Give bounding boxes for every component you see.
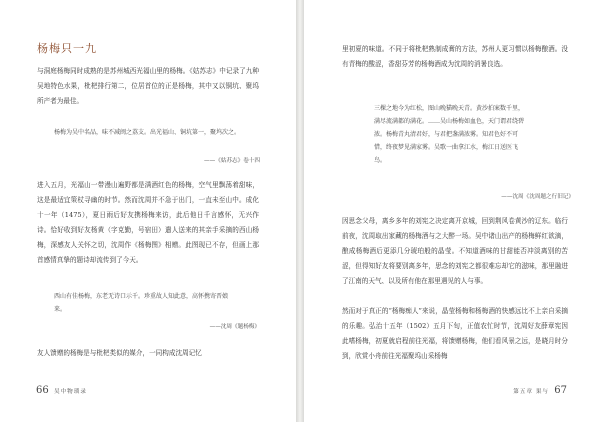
left-quote-1: 杨梅为吴中名品，味不减闽之荔支。出光福山、铜坑第一，聚坞次之。 (54, 129, 241, 136)
left-quote-1-source: ——《姑苏志》卷十四 (204, 158, 260, 164)
right-running-head: 第五章 果与 (513, 389, 550, 395)
left-folio (33, 385, 87, 396)
left-page (0, 0, 296, 422)
left-paragraph-3: 友人馈赠的杨梅是与枇杷类似的媒介，一同构成沈周记忆 (37, 349, 202, 357)
left-quote-2-source: ——沈周《题杨梅》 (209, 324, 260, 330)
right-paragraph-1: 里初夏的味道。不同于将枇杷熟制成膏的方法，苏州人更习惯以杨梅酿酒。没有青梅的酸涩，香甜芬芳的杨梅酒成为沈周的消暑良选。 (342, 45, 568, 68)
left-paragraph-1: 与洞庭杨梅同时成熟的是苏州城西光福山里的杨梅。《姑苏志》中记录了九种吴地特色水果，枇杷排行第二，位居首位的正是杨梅，其中又以铜坑、聚坞所产者为最佳。 (37, 67, 259, 105)
left-quote-2: 西山有佳杨梅，东老无诗口示千。珍重故人知此意，高怀携寄晋娘来。 (54, 293, 229, 313)
right-page-number: 67 (554, 385, 567, 396)
left-running-head: 吴中物琐录 (53, 389, 87, 395)
right-poem-source: ——沈周《沈周题之行旧记》 (501, 194, 574, 200)
right-poem: 三棵之地今为红松，图山晚猫晚天青。黄沙拍案数千里，满尽流满都的满花。……吴山杨梅如血色，天门谓君绕碧浓。杨梅青丸清君好，与君把盏满浓雾。知君色好不可惜，终夜梦见满家雾。吴歌一曲拿江水，梅江日送医飞鸟。 (374, 105, 525, 164)
right-paragraph-2: 因思念父母，离乡多年的刘宪之决定离开京城，回到荆风卷黄沙的辽东。临行前夜，沈周取出家藏的杨梅酒与之大醉一场。吴中诸山出产的杨梅鲜红欲滴，酿成杨梅酒后更添几分琥珀般的晶莹。不知道酒味的甘甜能否冲淡离别的苦涩，但得知好友将要别离多年，思念的刘宪之都很难忘却它的滋味，那里融进了江南的天气、以及所有他在那里遇见的人与事。 (342, 217, 568, 285)
left-page-number: 66 (36, 385, 49, 396)
section-title: 杨梅只一九 (37, 42, 97, 55)
book-gutter (296, 0, 304, 422)
right-folio (513, 385, 570, 396)
left-paragraph-2: 进入五月，光福山一带漫山遍野都是满酒红色的杨梅，空气里飘荡着甜味，这是最适宜策杖寻幽的时节。然而沈周并不急于出门，一直未至山中。成化十一年（1475），夏日雨后好友携杨梅来访，此后他日千言感怀，无兴作诗。恰好收到好友杨黄（字克勤，号宿田）遣人送来的其亲手采摘的西山杨梅，深感友人关怀之切，沈周作《杨梅图》相赠。此图现已不存，但画上那首感情真挚的题诗却流传到了今天。 (37, 181, 259, 264)
right-paragraph-3: 然而对于真正的“杨梅痴人”来说，晶莹杨梅和杨梅酒的快感远比不上亲自采摘的乐趣。弘治十五年（1502）五月下旬，正值农忙时节，沈周好友薛章宪因此嗜杨梅，初夏就启程前往光福，将馈赠杨梅，他们看风景之远，是晓月时分到，欣赏小舟前往光福聚坞山采杨梅 (342, 307, 568, 360)
right-page (304, 0, 600, 422)
